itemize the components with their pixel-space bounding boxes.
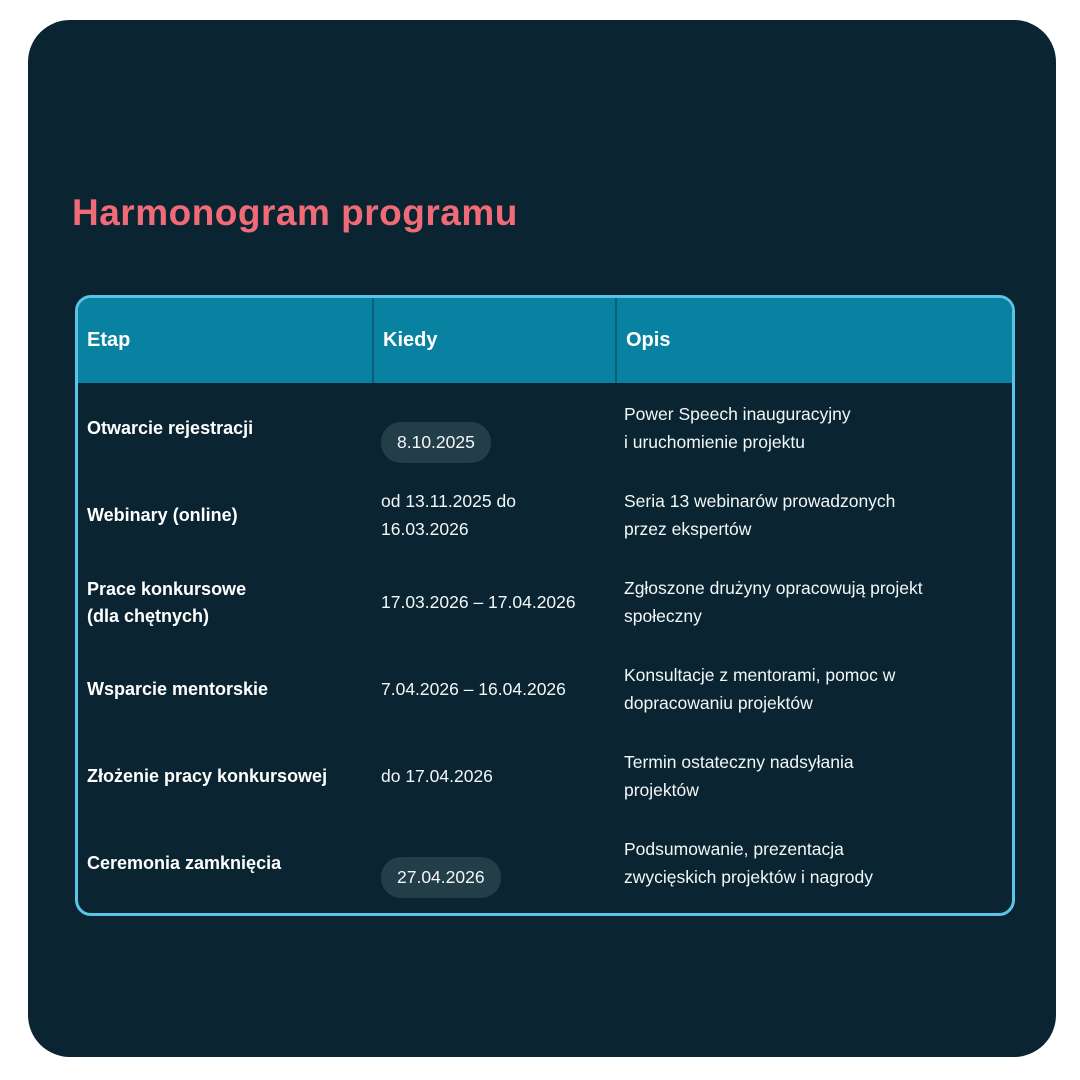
cell-opis: Podsumowanie, prezentacja zwycięskich projektów i nagrody — [624, 838, 873, 887]
cell-kiedy: do 17.04.2026 — [381, 765, 493, 786]
cell-opis: Zgłoszone drużyny opracowują projekt społeczny — [624, 577, 923, 626]
table-body — [78, 383, 1012, 913]
table-row — [78, 472, 1012, 559]
page-title: Harmonogram programu — [72, 192, 518, 233]
column-header-kiedy: Kiedy — [372, 298, 615, 383]
cell-opis: Konsultacje z mentorami, pomoc w dopracowaniu projektów — [624, 664, 896, 713]
cell-etap: Złożenie pracy konkursowej — [87, 766, 328, 787]
table-row — [78, 733, 1012, 820]
cell-kiedy — [372, 394, 615, 463]
cell-etap: Ceremonia zamknięcia — [87, 853, 282, 874]
date-badge: 27.04.2026 — [381, 857, 501, 899]
cell-kiedy: 7.04.2026 – 16.04.2026 — [381, 678, 566, 699]
column-header-etap: Etap — [87, 329, 131, 351]
schedule-card — [28, 20, 1056, 1057]
cell-etap: Prace konkursowe (dla chętnych) — [87, 579, 247, 626]
cell-kiedy — [372, 829, 615, 898]
table-header-row — [78, 298, 1012, 383]
cell-kiedy: od 13.11.2025 do 16.03.2026 — [381, 490, 516, 539]
cell-etap: Wsparcie mentorskie — [87, 679, 269, 700]
date-badge: 8.10.2025 — [381, 422, 491, 464]
cell-kiedy: 17.03.2026 – 17.04.2026 — [381, 591, 576, 612]
table-row — [78, 646, 1012, 733]
cell-etap: Webinary (online) — [87, 505, 238, 526]
column-header-opis: Opis — [615, 298, 1012, 383]
cell-opis: Termin ostateczny nadsyłania projektów — [624, 751, 854, 800]
table-row — [78, 385, 1012, 472]
schedule-table — [75, 295, 1015, 916]
cell-opis: Seria 13 webinarów prowadzonych przez ekspertów — [624, 490, 896, 539]
cell-etap: Otwarcie rejestracji — [87, 418, 254, 439]
table-row — [78, 559, 1012, 646]
table-row — [78, 820, 1012, 907]
cell-opis: Power Speech inauguracyjny i uruchomienie projektu — [624, 403, 851, 452]
